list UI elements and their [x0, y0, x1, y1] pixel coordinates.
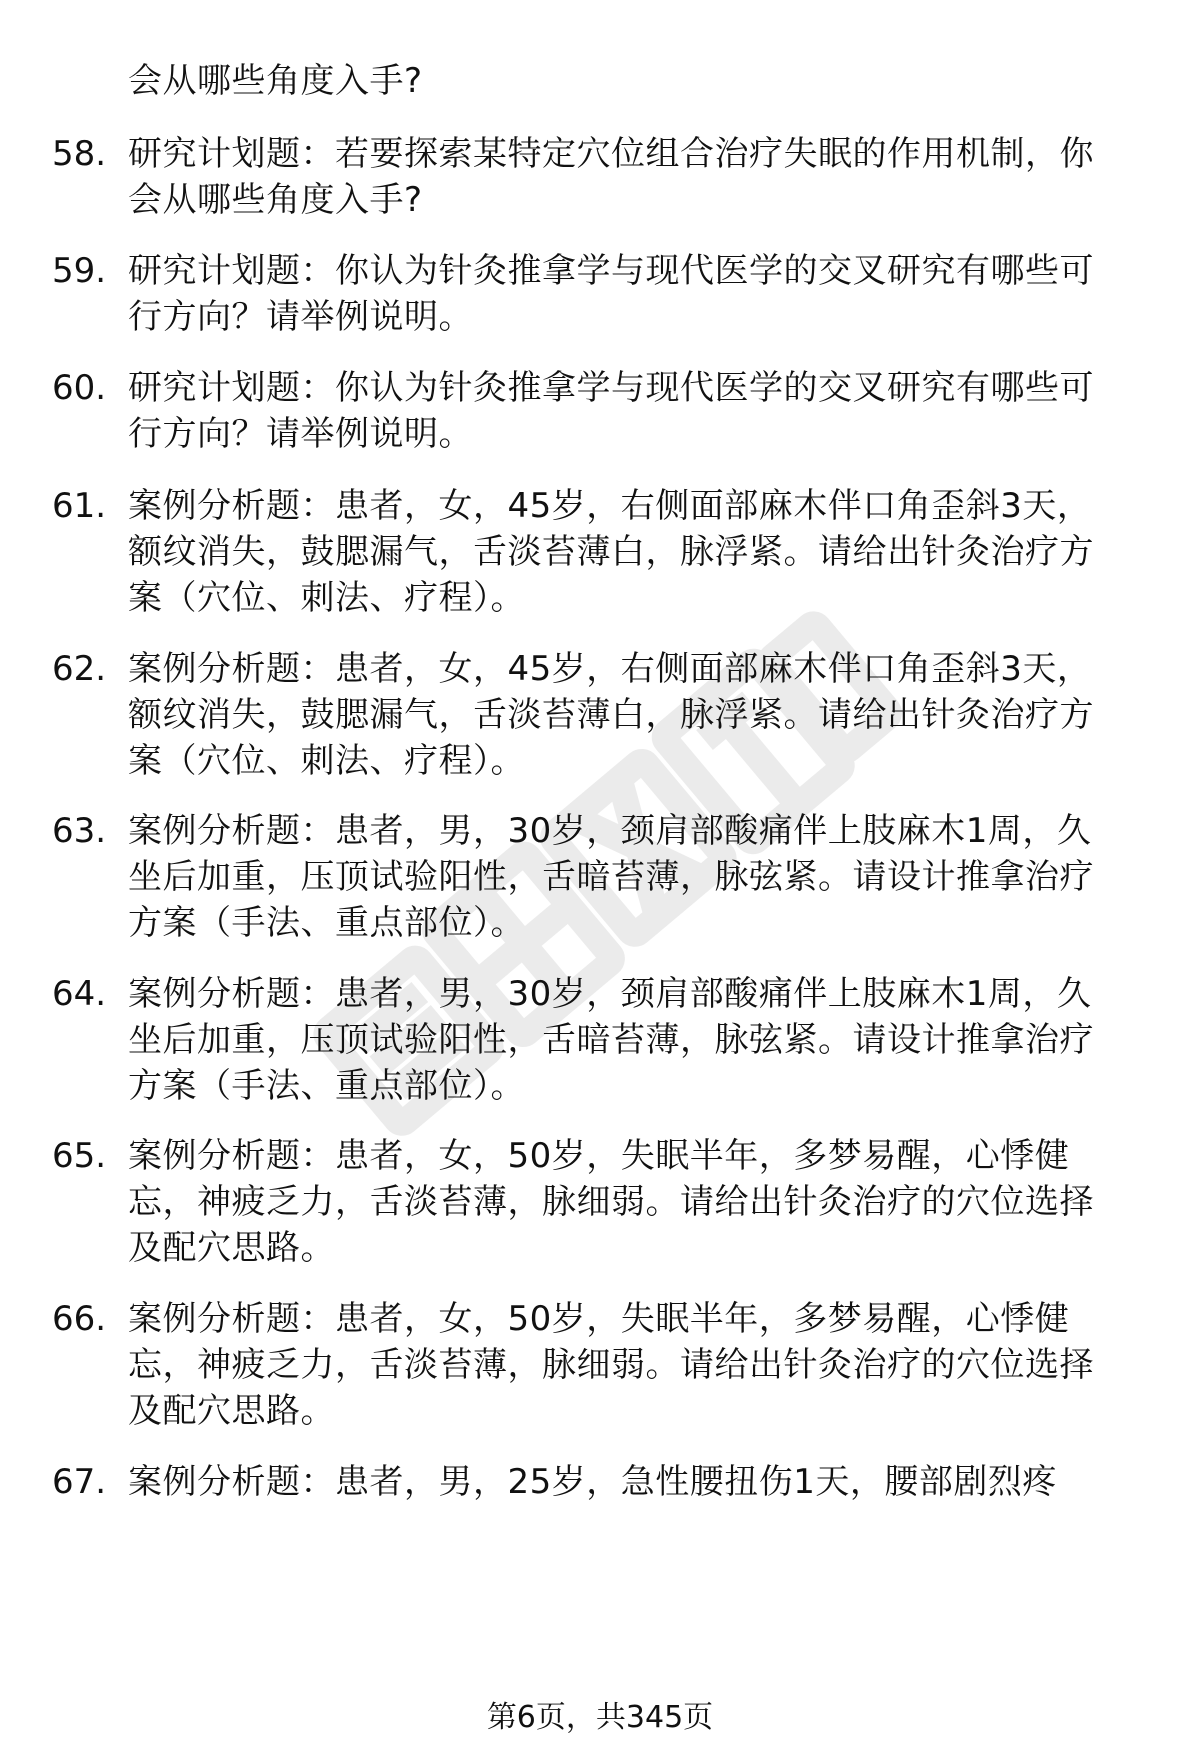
question-number: 66.	[52, 1299, 107, 1339]
question-line: 行方向？请举例说明。	[128, 297, 473, 337]
question-number: 65.	[52, 1136, 107, 1176]
question-number: 60.	[52, 368, 107, 408]
question-line: 及配穴思路。	[128, 1228, 335, 1268]
question-line: 案（穴位、刺法、疗程）。	[128, 578, 525, 618]
question-line: 忘，神疲乏力，舌淡苔薄，脉细弱。请给出针灸治疗的穴位选择	[128, 1182, 1094, 1222]
question-line: 案例分析题：患者，女，50岁，失眠半年，多梦易醒，心悸健	[128, 1299, 1070, 1339]
question-line: 坐后加重，压顶试验阳性，舌暗苔薄，脉弦紧。请设计推拿治疗	[128, 1020, 1094, 1060]
question-number: 64.	[52, 974, 107, 1014]
question-line: 案例分析题：患者，男，30岁，颈肩部酸痛伴上肢麻木1周，久	[128, 811, 1092, 851]
question-line: 案例分析题：患者，女，45岁，右侧面部麻木伴口角歪斜3天，	[128, 649, 1092, 689]
page-footer: 第6页，共345页	[486, 1700, 714, 1735]
question-number: 67.	[52, 1462, 107, 1502]
question-line: 行方向？请举例说明。	[128, 414, 473, 454]
question-line: 案例分析题：患者，男，25岁，急性腰扭伤1天，腰部剧烈疼	[128, 1462, 1057, 1502]
question-line: 研究计划题：你认为针灸推拿学与现代医学的交叉研究有哪些可	[128, 251, 1094, 291]
question-number: 58.	[52, 134, 107, 174]
question-line: 方案（手法、重点部位）。	[128, 1066, 525, 1106]
question-line: 研究计划题：若要探索某特定穴位组合治疗失眠的作用机制，你	[128, 134, 1094, 174]
question-line: 研究计划题：你认为针灸推拿学与现代医学的交叉研究有哪些可	[128, 368, 1094, 408]
question-line: 案例分析题：患者，男，30岁，颈肩部酸痛伴上肢麻木1周，久	[128, 974, 1092, 1014]
question-number: 63.	[52, 811, 107, 851]
question-line: 忘，神疲乏力，舌淡苔薄，脉细弱。请给出针灸治疗的穴位选择	[128, 1345, 1094, 1385]
question-line: 及配穴思路。	[128, 1391, 335, 1431]
question-line: 案（穴位、刺法、疗程）。	[128, 741, 525, 781]
question-line: 方案（手法、重点部位）。	[128, 903, 525, 943]
fragment-text: 会从哪些角度入手?	[128, 61, 423, 101]
question-line: 额纹消失，鼓腮漏气，舌淡苔薄白，脉浮紧。请给出针灸治疗方	[128, 695, 1094, 735]
question-number: 61.	[52, 486, 107, 526]
question-line: 额纹消失，鼓腮漏气，舌淡苔薄白，脉浮紧。请给出针灸治疗方	[128, 532, 1094, 572]
question-line: 会从哪些角度入手?	[128, 180, 423, 220]
question-number: 59.	[52, 251, 107, 291]
question-line: 案例分析题：患者，女，50岁，失眠半年，多梦易醒，心悸健	[128, 1136, 1070, 1176]
question-number: 62.	[52, 649, 107, 689]
question-line: 坐后加重，压顶试验阳性，舌暗苔薄，脉弦紧。请设计推拿治疗	[128, 857, 1094, 897]
question-line: 案例分析题：患者，女，45岁，右侧面部麻木伴口角歪斜3天，	[128, 486, 1092, 526]
